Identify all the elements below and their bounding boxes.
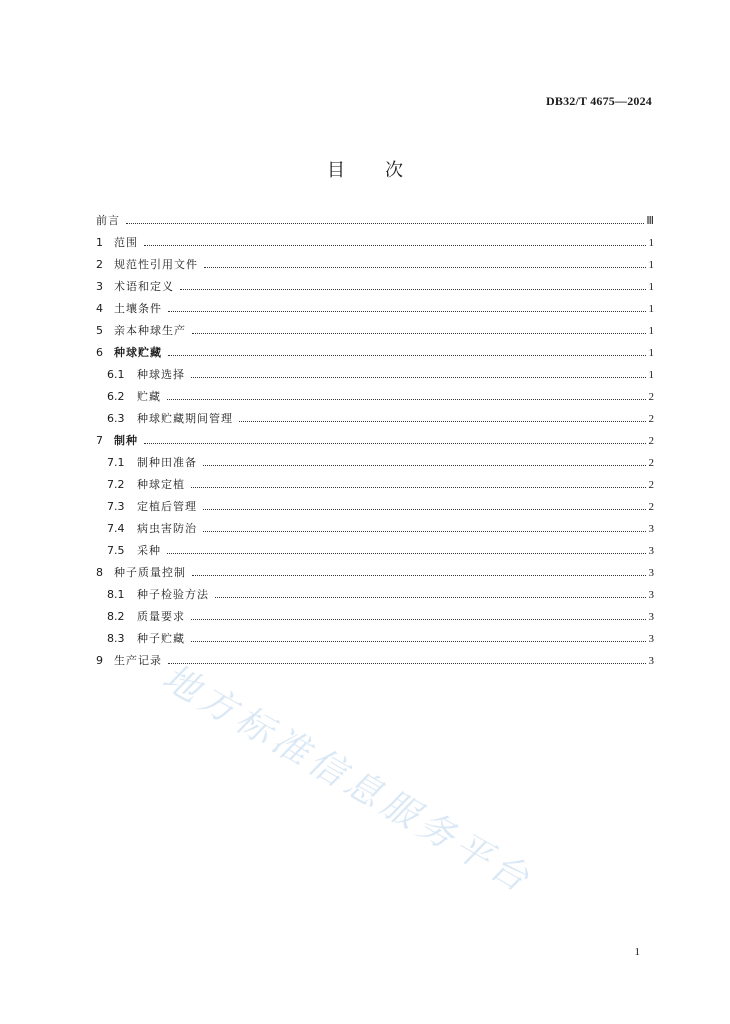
toc-entry-page: 2 <box>648 413 654 425</box>
toc-entry-page: 3 <box>648 611 654 623</box>
toc-entry-number: 7.1 <box>107 456 125 469</box>
toc-entry-label: 种子贮藏 <box>137 632 185 645</box>
toc-entry-number: 6.2 <box>107 390 125 403</box>
dot-leader <box>191 640 646 642</box>
toc-entry-number: 2 <box>96 258 103 271</box>
dot-leader <box>144 442 646 444</box>
toc-entry-number: 8 <box>96 566 103 579</box>
toc-entry-number: 8.1 <box>107 588 125 601</box>
toc-entry-number: 7 <box>96 434 103 447</box>
dot-leader <box>203 530 646 532</box>
toc-entry-label: 亲本种球生产 <box>114 324 186 337</box>
toc-entry[interactable] <box>96 586 654 608</box>
toc-entry[interactable] <box>96 630 654 652</box>
toc-entry-label: 种子质量控制 <box>114 566 186 579</box>
toc-entry-number: 4 <box>96 302 103 315</box>
toc-entry-number: 6.1 <box>107 368 125 381</box>
dot-leader <box>180 288 646 290</box>
dot-leader <box>204 266 646 268</box>
dot-leader <box>191 618 646 620</box>
toc-entry-label: 术语和定义 <box>114 280 174 293</box>
toc-entry-label: 制种田准备 <box>137 456 197 469</box>
toc-entry-page: 1 <box>648 369 654 381</box>
toc-entry-page: 3 <box>648 655 654 667</box>
dot-leader <box>191 486 646 488</box>
dot-leader <box>192 332 646 334</box>
toc-entry-label: 种球贮藏期间管理 <box>137 412 233 425</box>
toc-entry[interactable] <box>96 454 654 476</box>
toc-entry-number: 3 <box>96 280 103 293</box>
toc-entry[interactable] <box>96 234 654 256</box>
toc-entry-number: 7.4 <box>107 522 125 535</box>
toc-entry-page: 2 <box>648 501 654 513</box>
toc-entry-label: 病虫害防治 <box>137 522 197 535</box>
toc-entry-page: 1 <box>648 325 654 337</box>
toc-entry[interactable] <box>96 410 654 432</box>
toc-entry-number: 1 <box>96 236 103 249</box>
toc-entry-page: 3 <box>648 523 654 535</box>
toc-entry-number: 9 <box>96 654 103 667</box>
toc-entry-page: 3 <box>648 567 654 579</box>
document-code: DB32/T 4675—2024 <box>546 94 652 108</box>
title-char-2: 次 <box>385 160 403 181</box>
dot-leader <box>167 398 646 400</box>
dot-leader <box>192 574 646 576</box>
toc-entry-page: 3 <box>648 545 654 557</box>
toc-entry[interactable] <box>96 520 654 542</box>
dot-leader <box>215 596 646 598</box>
toc-entry-number: 8.2 <box>107 610 125 623</box>
toc-entry-label: 质量要求 <box>137 610 185 623</box>
toc-entry[interactable] <box>96 476 654 498</box>
toc-entry[interactable] <box>96 212 654 234</box>
toc-entry[interactable] <box>96 322 654 344</box>
toc-entry-label: 生产记录 <box>114 654 162 667</box>
title-char-1: 目 <box>327 160 345 181</box>
toc-entry-number: 7.5 <box>107 544 125 557</box>
toc-entry-label: 前言 <box>96 214 120 227</box>
toc-entry-label: 种球选择 <box>137 368 185 381</box>
dot-leader <box>191 376 646 378</box>
toc-entry-label: 采种 <box>137 544 161 557</box>
toc-entry[interactable] <box>96 498 654 520</box>
toc-entry[interactable] <box>96 564 654 586</box>
toc-entry-page: Ⅲ <box>646 215 654 227</box>
toc-entry-label: 定植后管理 <box>137 500 197 513</box>
toc-entry[interactable] <box>96 432 654 454</box>
page-title <box>0 156 730 182</box>
toc-entry[interactable] <box>96 344 654 366</box>
toc-entry[interactable] <box>96 300 654 322</box>
page-number: 1 <box>634 946 640 958</box>
toc-entry-page: 1 <box>648 347 654 359</box>
toc-entry-page: 3 <box>648 633 654 645</box>
toc-entry-label: 贮藏 <box>137 390 161 403</box>
toc-entry[interactable] <box>96 366 654 388</box>
toc-entry-number: 5 <box>96 324 103 337</box>
toc-entry-label: 种子检验方法 <box>137 588 209 601</box>
toc-entry[interactable] <box>96 608 654 630</box>
dot-leader <box>168 310 646 312</box>
table-of-contents <box>96 212 654 674</box>
toc-entry-label: 种球定植 <box>137 478 185 491</box>
dot-leader <box>168 354 646 356</box>
toc-entry-page: 2 <box>648 479 654 491</box>
dot-leader <box>239 420 646 422</box>
toc-entry-number: 6.3 <box>107 412 125 425</box>
toc-entry[interactable] <box>96 256 654 278</box>
toc-entry-number: 6 <box>96 346 103 359</box>
toc-entry-page: 2 <box>648 457 654 469</box>
toc-entry-page: 2 <box>648 391 654 403</box>
toc-entry-label: 制种 <box>114 434 138 447</box>
toc-entry-number: 7.2 <box>107 478 125 491</box>
toc-entry-label: 土壤条件 <box>114 302 162 315</box>
toc-entry[interactable] <box>96 278 654 300</box>
toc-entry-label: 规范性引用文件 <box>114 258 198 271</box>
toc-entry-number: 7.3 <box>107 500 125 513</box>
dot-leader <box>126 222 644 224</box>
dot-leader <box>144 244 646 246</box>
watermark: 地方标准信息服务平台 <box>155 656 540 903</box>
toc-entry-page: 2 <box>648 435 654 447</box>
toc-entry-label: 范围 <box>114 236 138 249</box>
toc-entry-page: 3 <box>648 589 654 601</box>
toc-entry-number: 8.3 <box>107 632 125 645</box>
dot-leader <box>203 508 646 510</box>
dot-leader <box>168 662 646 664</box>
dot-leader <box>167 552 646 554</box>
toc-entry-page: 1 <box>648 303 654 315</box>
toc-entry-label: 种球贮藏 <box>114 346 162 359</box>
toc-entry-page: 1 <box>648 259 654 271</box>
toc-entry-page: 1 <box>648 281 654 293</box>
toc-entry[interactable] <box>96 388 654 410</box>
toc-entry[interactable] <box>96 652 654 674</box>
toc-entry-page: 1 <box>648 237 654 249</box>
dot-leader <box>203 464 646 466</box>
toc-entry[interactable] <box>96 542 654 564</box>
